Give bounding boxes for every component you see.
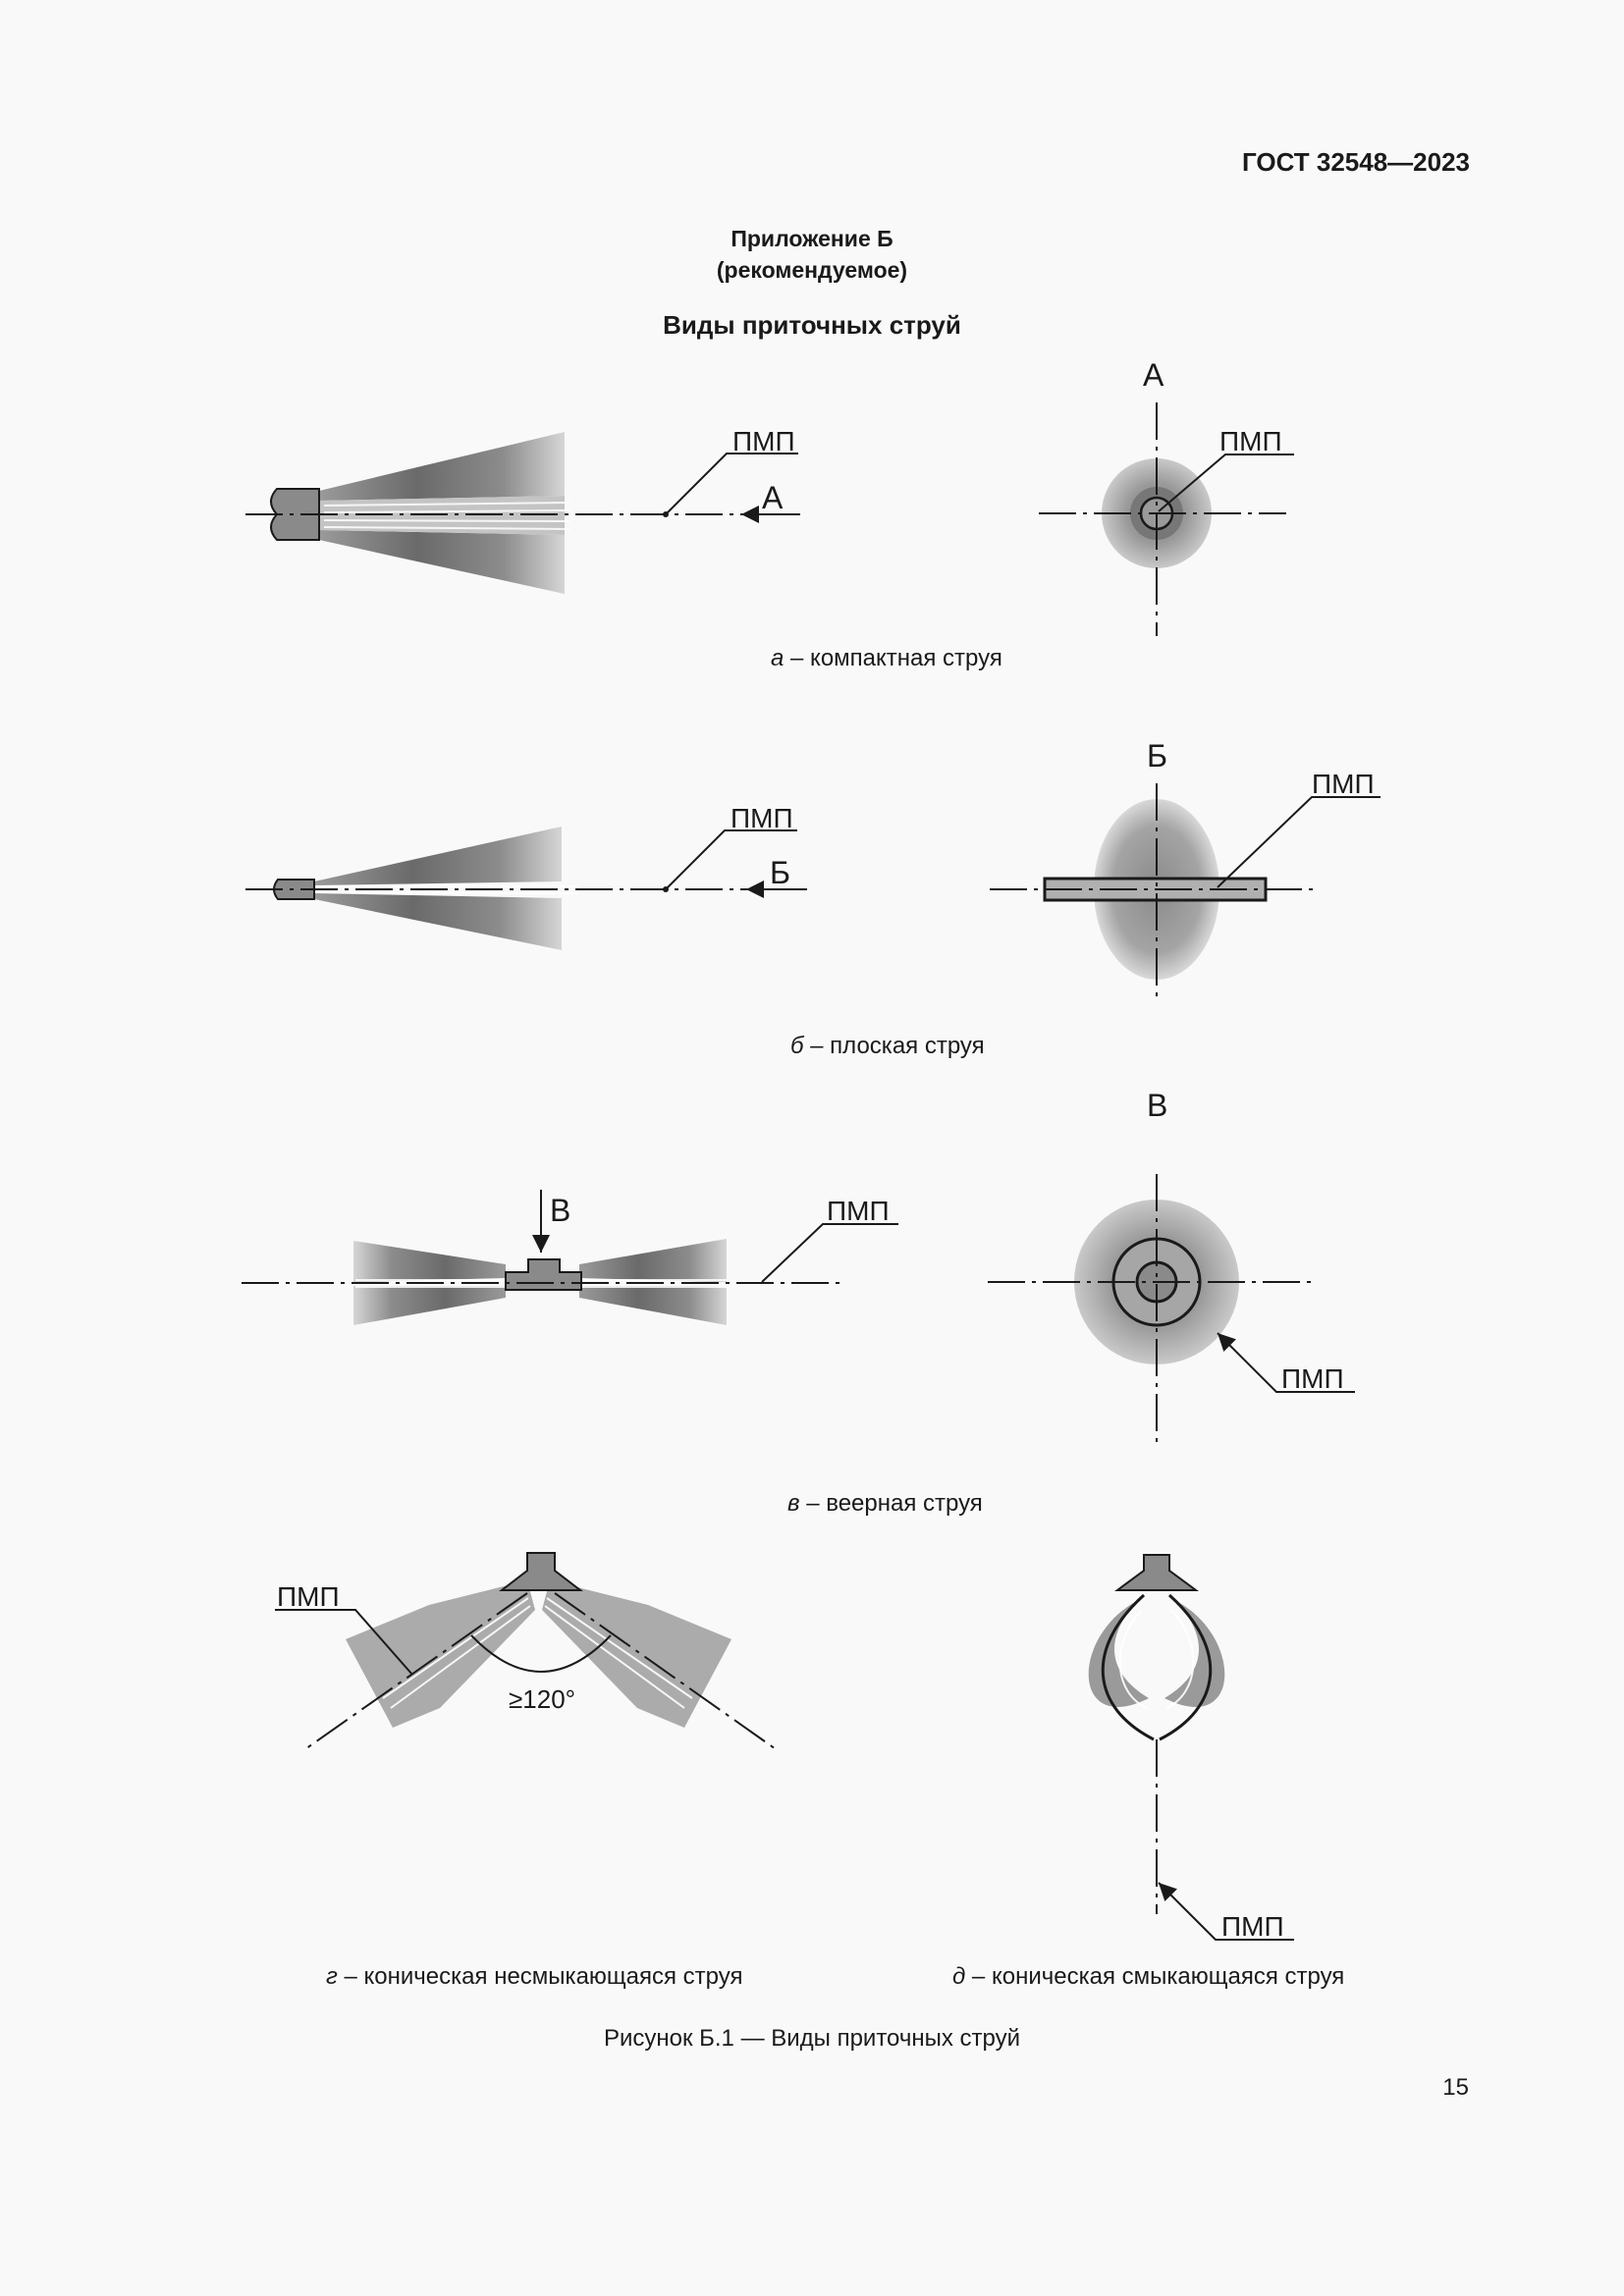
pmp-label-v-side: ПМП xyxy=(827,1196,890,1226)
appendix-title: Приложение Б xyxy=(731,226,893,251)
flat-jet-side-view xyxy=(245,827,807,950)
view-label-a-arrow: А xyxy=(762,480,784,515)
conical-closed-jet xyxy=(1089,1555,1294,1940)
view-label-v-arrow: В xyxy=(550,1193,571,1228)
pmp-label-a-side: ПМП xyxy=(732,426,795,456)
pmp-label-g: ПМП xyxy=(277,1581,340,1612)
flat-jet-front-view xyxy=(990,783,1380,1001)
view-label-b: Б xyxy=(1147,738,1167,774)
pmp-label-b-front: ПМП xyxy=(1312,769,1375,799)
view-label-b-arrow: Б xyxy=(770,855,790,890)
pmp-label-v-front: ПМП xyxy=(1281,1363,1344,1394)
pmp-label-d: ПМП xyxy=(1221,1911,1284,1942)
document-id: ГОСТ 32548—2023 xyxy=(1242,147,1470,177)
view-label-v: В xyxy=(1147,1088,1168,1123)
fan-jet-front-view xyxy=(988,1174,1355,1445)
pmp-label-b-side: ПМП xyxy=(731,803,793,833)
section-title: Виды приточных струй xyxy=(663,310,961,340)
caption-d: д – коническая смыкающаяся струя xyxy=(952,1963,1345,1990)
figure-caption: Рисунок Б.1 — Виды приточных струй xyxy=(603,2025,1021,2052)
caption-g: г – коническая несмыкающаяся струя xyxy=(326,1963,743,1990)
view-label-a: А xyxy=(1143,357,1164,393)
caption-v: в – веерная струя xyxy=(787,1490,983,1517)
caption-b: б – плоская струя xyxy=(790,1033,985,1059)
angle-label: ≥120° xyxy=(509,1684,576,1714)
page-number: 15 xyxy=(1442,2074,1469,2101)
compact-jet-side-view xyxy=(245,432,800,594)
appendix-status: (рекомендуемое) xyxy=(716,257,908,283)
pmp-label-a-front: ПМП xyxy=(1219,426,1282,456)
caption-a: а – компактная струя xyxy=(771,645,1002,671)
conical-open-jet xyxy=(275,1553,779,1751)
